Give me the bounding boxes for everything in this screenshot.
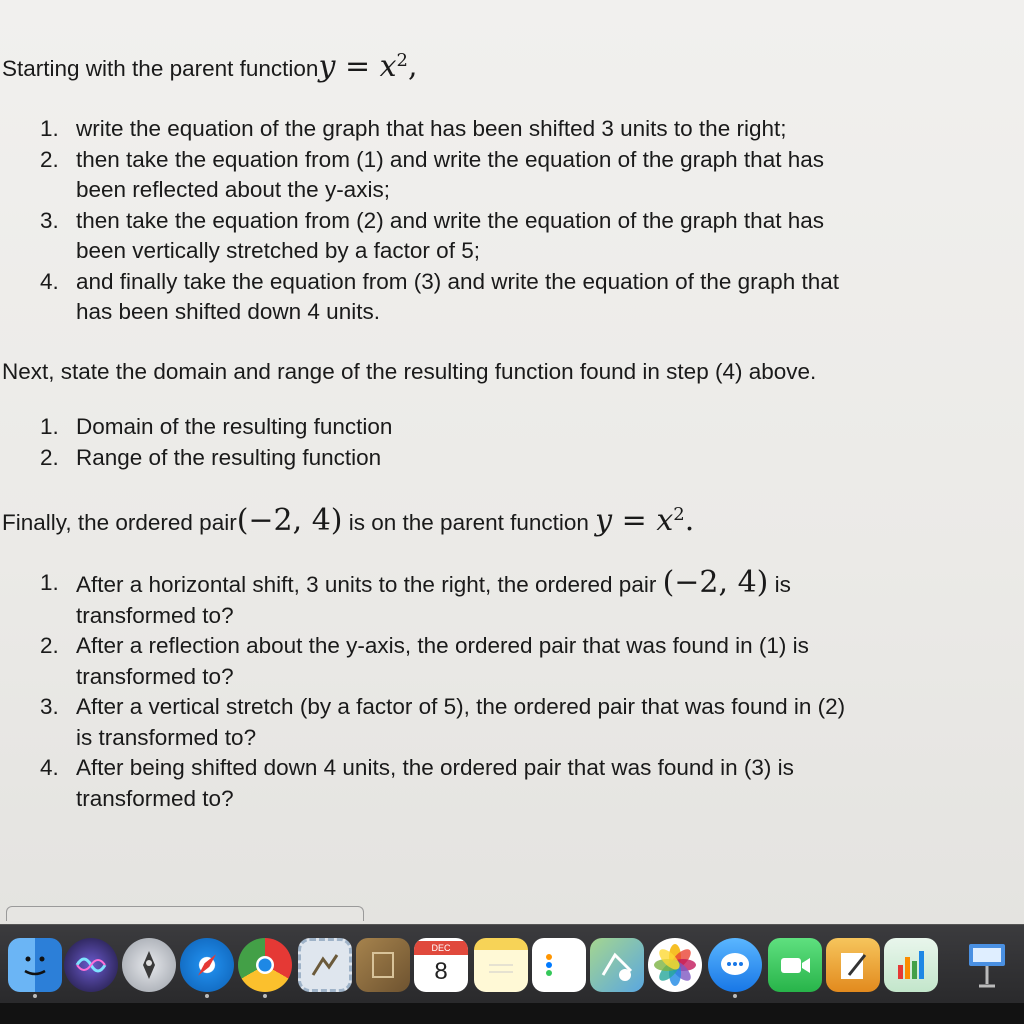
item-number: 2. [40, 146, 59, 172]
running-indicator-messages [733, 994, 737, 998]
section3-intro [2, 503, 695, 538]
section2-steps [40, 412, 392, 473]
section1-steps [40, 114, 839, 328]
ordered-pair: (−2, 4) [236, 503, 343, 538]
section1-intro [2, 49, 418, 84]
item-text: write the equation of the graph that has been shifted 3 units to the right; [76, 116, 787, 141]
item-number: 3. [40, 207, 59, 233]
eq-equals: = [612, 503, 657, 538]
item-text: then take the equation from (1) and write the equation of the graph that has [76, 146, 824, 172]
running-indicator-chrome [263, 994, 267, 998]
item-text: Domain of the resulting function [76, 414, 393, 439]
pages-icon[interactable] [826, 938, 880, 992]
item-text: After being shifted down 4 units, the ordered pair that was found in (3) is [76, 755, 794, 780]
list-item [40, 692, 845, 753]
messages-icon[interactable] [708, 938, 762, 992]
item-text-cont: is transformed to? [76, 724, 257, 750]
item-number: 3. [40, 694, 59, 719]
item-text: then take the equation from (2) and write the equation of the graph that has [76, 207, 824, 233]
calendar-month: DEC [414, 941, 468, 955]
launchpad-icon[interactable] [122, 938, 176, 992]
item-text-cont: been reflected about the y-axis; [76, 177, 390, 202]
maps-icon[interactable] [590, 938, 644, 992]
item-text-cont: transformed to? [76, 785, 234, 811]
item-text: After a horizontal shift, 3 units to the right, the ordered pair [76, 572, 663, 597]
section1-intro-text: Starting with the parent function [2, 56, 319, 81]
item-text: and finally take the equation from (3) and write the equation of the graph that [76, 268, 839, 294]
calendar-icon[interactable] [414, 938, 468, 992]
photos-icon[interactable] [648, 938, 702, 992]
notes-icon[interactable] [474, 938, 528, 992]
list-item [40, 206, 839, 267]
eq-exponent: 2 [396, 50, 408, 71]
reminders-icon[interactable] [532, 938, 586, 992]
section2-intro: Next, state the domain and range of the resulting function found in step (4) above. [2, 359, 817, 384]
siri-icon[interactable] [64, 938, 118, 992]
item-text-cont: has been shifted down 4 units. [76, 299, 380, 324]
item-text: Range of the resulting function [76, 444, 382, 470]
list-item [40, 565, 845, 631]
running-indicator-finder [33, 994, 37, 998]
calendar-day: 8 [434, 958, 448, 985]
item-text-tail: is [768, 572, 791, 597]
item-number: 2. [40, 633, 59, 658]
notebook-icon[interactable] [356, 938, 410, 992]
item-number: 4. [40, 268, 59, 294]
ordered-pair: (−2, 4) [662, 565, 769, 600]
eq-y: y [595, 503, 613, 538]
running-indicator-safari [205, 994, 209, 998]
keynote-icon[interactable] [960, 938, 1014, 992]
item-number: 1. [40, 570, 59, 595]
mail-stamp-icon[interactable] [298, 938, 352, 992]
numbers-icon[interactable] [884, 938, 938, 992]
eq-exponent: 2 [673, 504, 685, 525]
item-number: 2. [40, 444, 59, 470]
eq-comma: , [408, 49, 418, 84]
eq-y: y [318, 49, 336, 84]
section3-steps [40, 565, 846, 814]
list-item [40, 145, 839, 206]
list-item [40, 753, 845, 814]
facetime-icon[interactable] [768, 938, 822, 992]
list-item [40, 114, 839, 145]
eq-x: x [656, 503, 674, 538]
item-text: After a reflection about the y-axis, the ordered pair that was found in (1) is [76, 633, 809, 658]
item-text: After a vertical stretch (by a factor of 5), the ordered pair that was found in (2) [76, 694, 846, 719]
eq-x: x [379, 49, 397, 84]
finder-icon[interactable] [8, 938, 62, 992]
safari-icon[interactable] [180, 938, 234, 992]
eq-period: . [684, 503, 695, 538]
list-item [40, 267, 839, 328]
item-number: 4. [40, 755, 59, 780]
item-text-cont: transformed to? [76, 602, 234, 628]
list-item [40, 412, 392, 443]
item-number: 1. [40, 414, 59, 439]
parent-function-equation-2 [595, 503, 694, 538]
list-item [40, 631, 845, 692]
section3-intro-text: Finally, the ordered pair [2, 510, 237, 535]
horizontal-scrollbar[interactable] [6, 906, 364, 921]
item-text-cont: transformed to? [76, 663, 234, 689]
item-number: 1. [40, 116, 59, 141]
item-text-cont: been vertically stretched by a factor of 5; [76, 238, 480, 263]
section3-intro-text-b: is on the parent function [342, 510, 596, 535]
chrome-icon[interactable] [238, 938, 292, 992]
parent-function-equation [318, 49, 417, 84]
eq-equals: = [335, 49, 380, 84]
list-item [40, 443, 392, 474]
